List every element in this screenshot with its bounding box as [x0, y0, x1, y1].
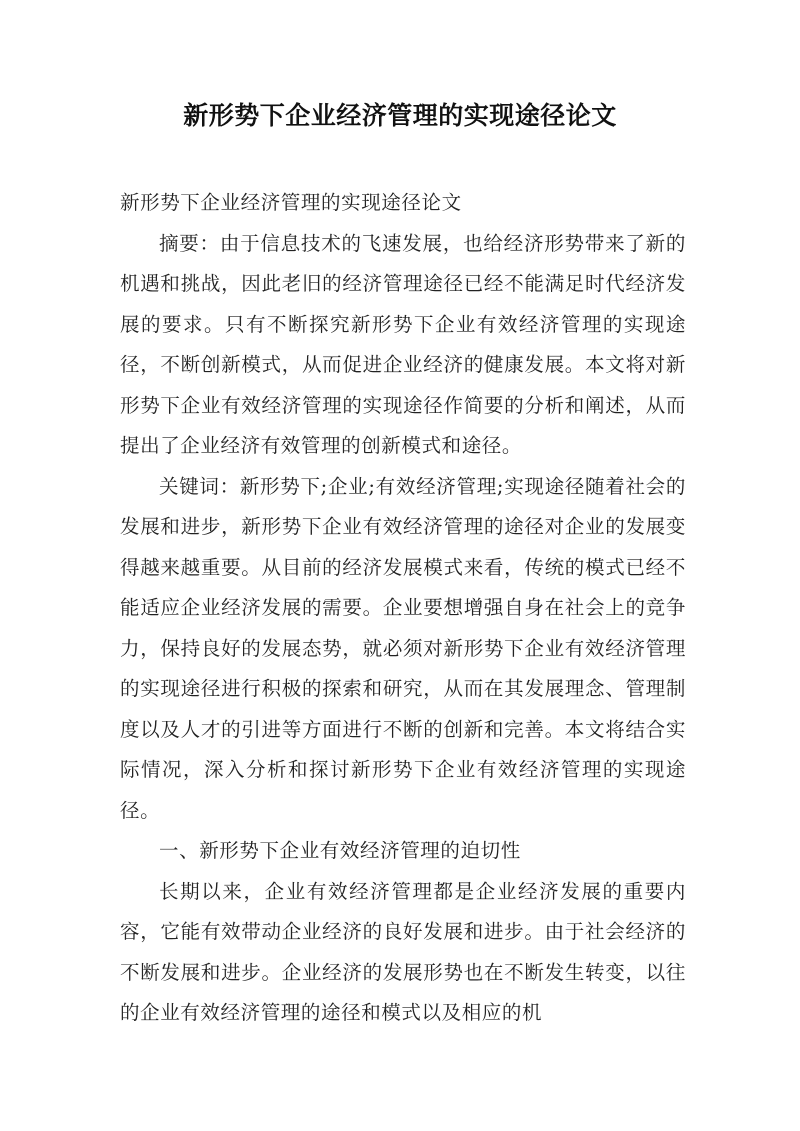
- document-title: 新形势下企业经济管理的实现途径论文: [183, 101, 617, 130]
- section-heading: 一、新形势下企业有效经济管理的迫切性: [159, 839, 521, 862]
- document-body: [120, 183, 686, 1034]
- keywords-paragraph: 关键词：新形势下;企业;有效经济管理;实现途径随着社会的发展和进步，新形势下企业有效经济管理的途径对企业的发展变得越来越重要。从目前的经济发展模式来看，传统的模式已经不能适应企业经济发展的需要。企业要想增强自身在社会上的竞争力，保持良好的发展态势，就必须对新形势下企业有效经济管理的实现途径进行积极的探索和研究，从而在其发展理念、管理制度以及人才的引进等方面进行不断的创新和完善。本文将结合实际情况，深入分析和探讨新形势下企业有效经济管理的实现途径。: [120, 474, 686, 822]
- document-subtitle-paragraph: 新形势下企业经济管理的实现途径论文: [120, 191, 462, 214]
- section-paragraph: 长期以来，企业有效经济管理都是企业经济发展的重要内容，它能有效带动企业经济的良好发展和进步。由于社会经济的不断发展和进步。企业经济的发展形势也在不断发生转变，以往的企业有效经济管理的途径和模式以及相应的机: [120, 879, 686, 1024]
- abstract-paragraph: 摘要：由于信息技术的飞速发展，也给经济形势带来了新的机遇和挑战，因此老旧的经济管理途径已经不能满足时代经济发展的要求。只有不断探究新形势下企业有效经济管理的实现途径，不断创新模式，从而促进企业经济的健康发展。本文将对新形势下企业有效经济管理的实现途径作简要的分析和阐述，从而提出了企业经济有效管理的创新模式和途径。: [120, 231, 686, 457]
